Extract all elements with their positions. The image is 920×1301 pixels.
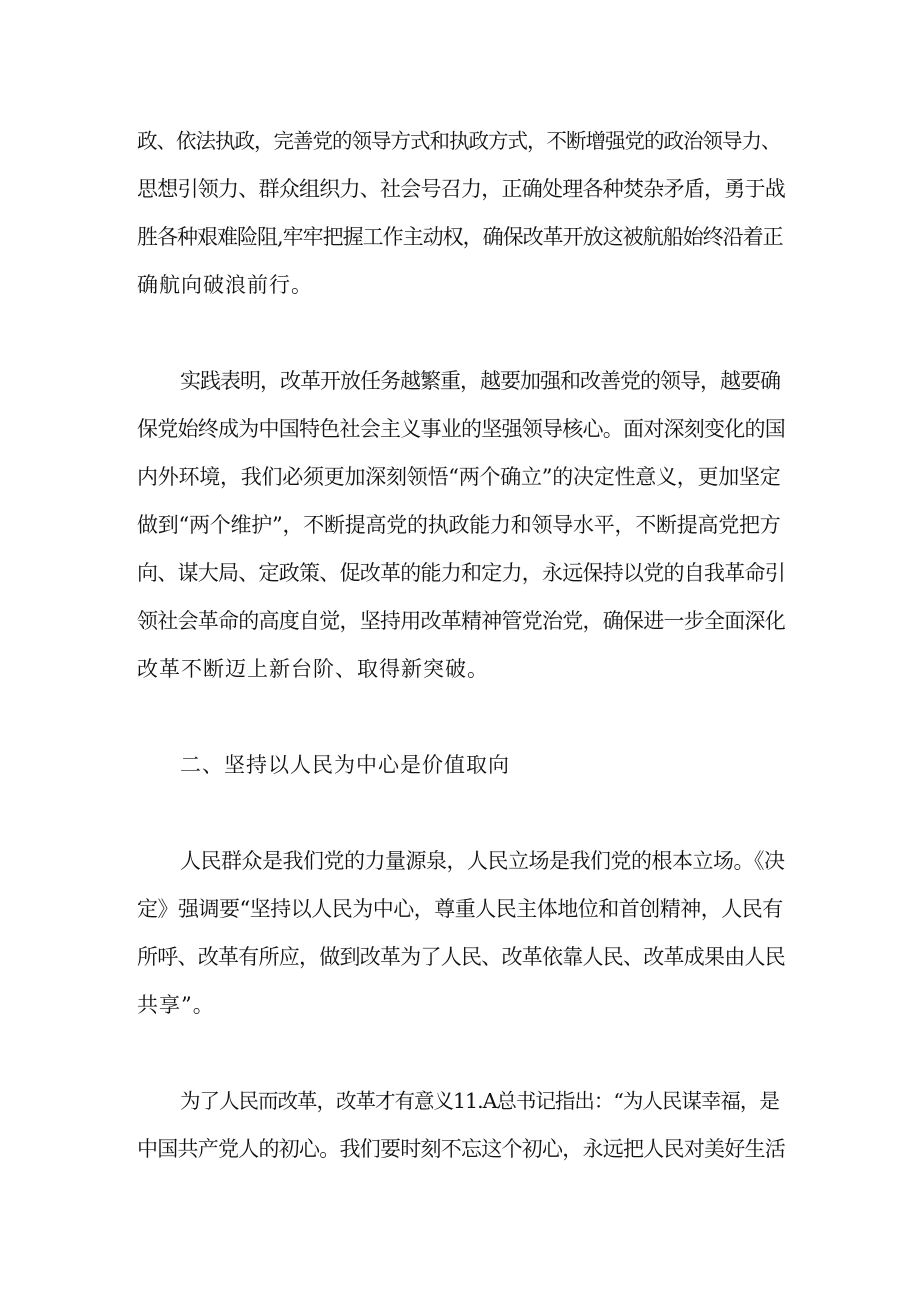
paragraph-line: 领社会革命的高度自觉，坚持用改革精神管党治党，确保进一步全面深化 xyxy=(137,609,785,633)
section-heading: 二、坚持以人民为中心是价值取向 xyxy=(180,753,510,777)
paragraph-line: 所呼、改革有所应，做到改革为了人民、改革依靠人民、改革成果由人民 xyxy=(137,945,785,969)
paragraph-line: 人民群众是我们党的力量源泉，人民立场是我们党的根本立场。《决 xyxy=(180,849,785,873)
paragraph-line: 保党始终成为中国特色社会主义事业的坚强领导核心。面对深刻变化的国 xyxy=(137,417,785,441)
paragraph-line: 政、依法执政，完善党的领导方式和执政方式，不断增强党的政治领导力、 xyxy=(137,129,781,153)
paragraph-line: 共享”。 xyxy=(137,993,215,1017)
paragraph-line: 确航向破浪前行。 xyxy=(137,273,313,297)
paragraph-line: 做到“两个维护”，不断提高党的执政能力和领导水平，不断提高党把方 xyxy=(137,513,781,537)
paragraph-line: 中国共产党人的初心。我们要时刻不忘这个初心，永远把人民对美好生活 xyxy=(137,1137,785,1161)
paragraph-line: 定》强调要“坚持以人民为中心，尊重人民主体地位和首创精神，人民有 xyxy=(137,897,783,921)
paragraph-line: 思想引领力、群众组织力、社会号召力，正确处理各种焚杂矛盾，勇于战 xyxy=(137,177,785,201)
paragraph-line: 内外环境，我们必须更加深刻领悟“两个确立”的决定性意义，更加坚定 xyxy=(137,465,781,489)
paragraph-line: 为了人民而改革，改革才有意义11.A总书记指出：“为人民谋幸福，是 xyxy=(180,1089,779,1113)
paragraph-line: 胜各种艰难险阻,牢牢把握工作主动权，确保改革开放这被航船始终沿着正 xyxy=(137,225,783,249)
paragraph-line: 实践表明，改革开放任务越繁重，越要加强和改善党的领导，越要确 xyxy=(180,369,780,393)
paragraph-line: 改革不断迈上新台阶、取得新突破。 xyxy=(137,657,489,681)
paragraph-line: 向、谋大局、定政策、促改革的能力和定力，永远保持以党的自我革命引 xyxy=(137,561,785,585)
